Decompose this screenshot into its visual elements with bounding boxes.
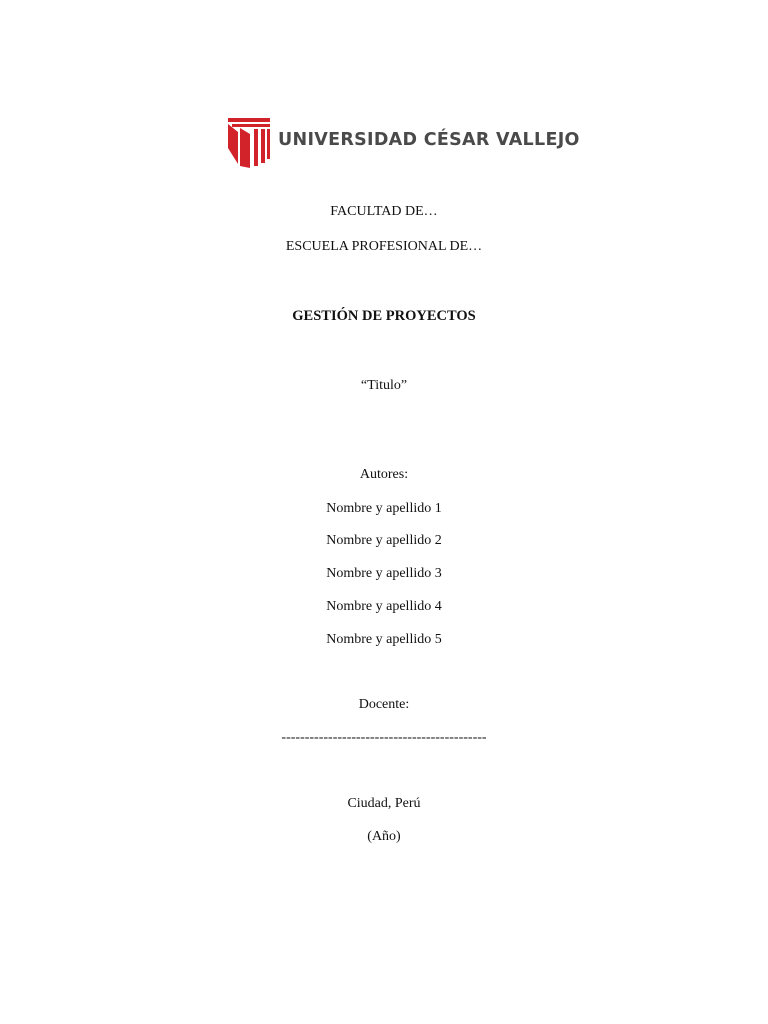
university-logo	[228, 118, 580, 170]
course-title: GESTIÓN DE PROYECTOS	[292, 308, 476, 324]
teacher-placeholder: --------------------------------------------	[281, 730, 487, 745]
author-name: Nombre y apellido 1	[326, 501, 442, 516]
university-shield-icon	[228, 118, 272, 168]
author-name: Nombre y apellido 4	[326, 599, 442, 614]
teacher-label: Docente:	[358, 697, 410, 712]
school-line: ESCUELA PROFESIONAL DE…	[285, 239, 483, 254]
year-line: (Año)	[367, 829, 401, 844]
authors-label: Autores:	[359, 467, 409, 482]
document-title: “Titulo”	[360, 378, 408, 393]
university-name: UNIVERSIDAD CÉSAR VALLEJO	[278, 130, 580, 150]
city-line: Ciudad, Perú	[347, 796, 421, 811]
author-name: Nombre y apellido 2	[326, 533, 442, 548]
author-name: Nombre y apellido 5	[326, 632, 442, 647]
author-name: Nombre y apellido 3	[326, 566, 442, 581]
faculty-line: FACULTAD DE…	[330, 204, 438, 219]
